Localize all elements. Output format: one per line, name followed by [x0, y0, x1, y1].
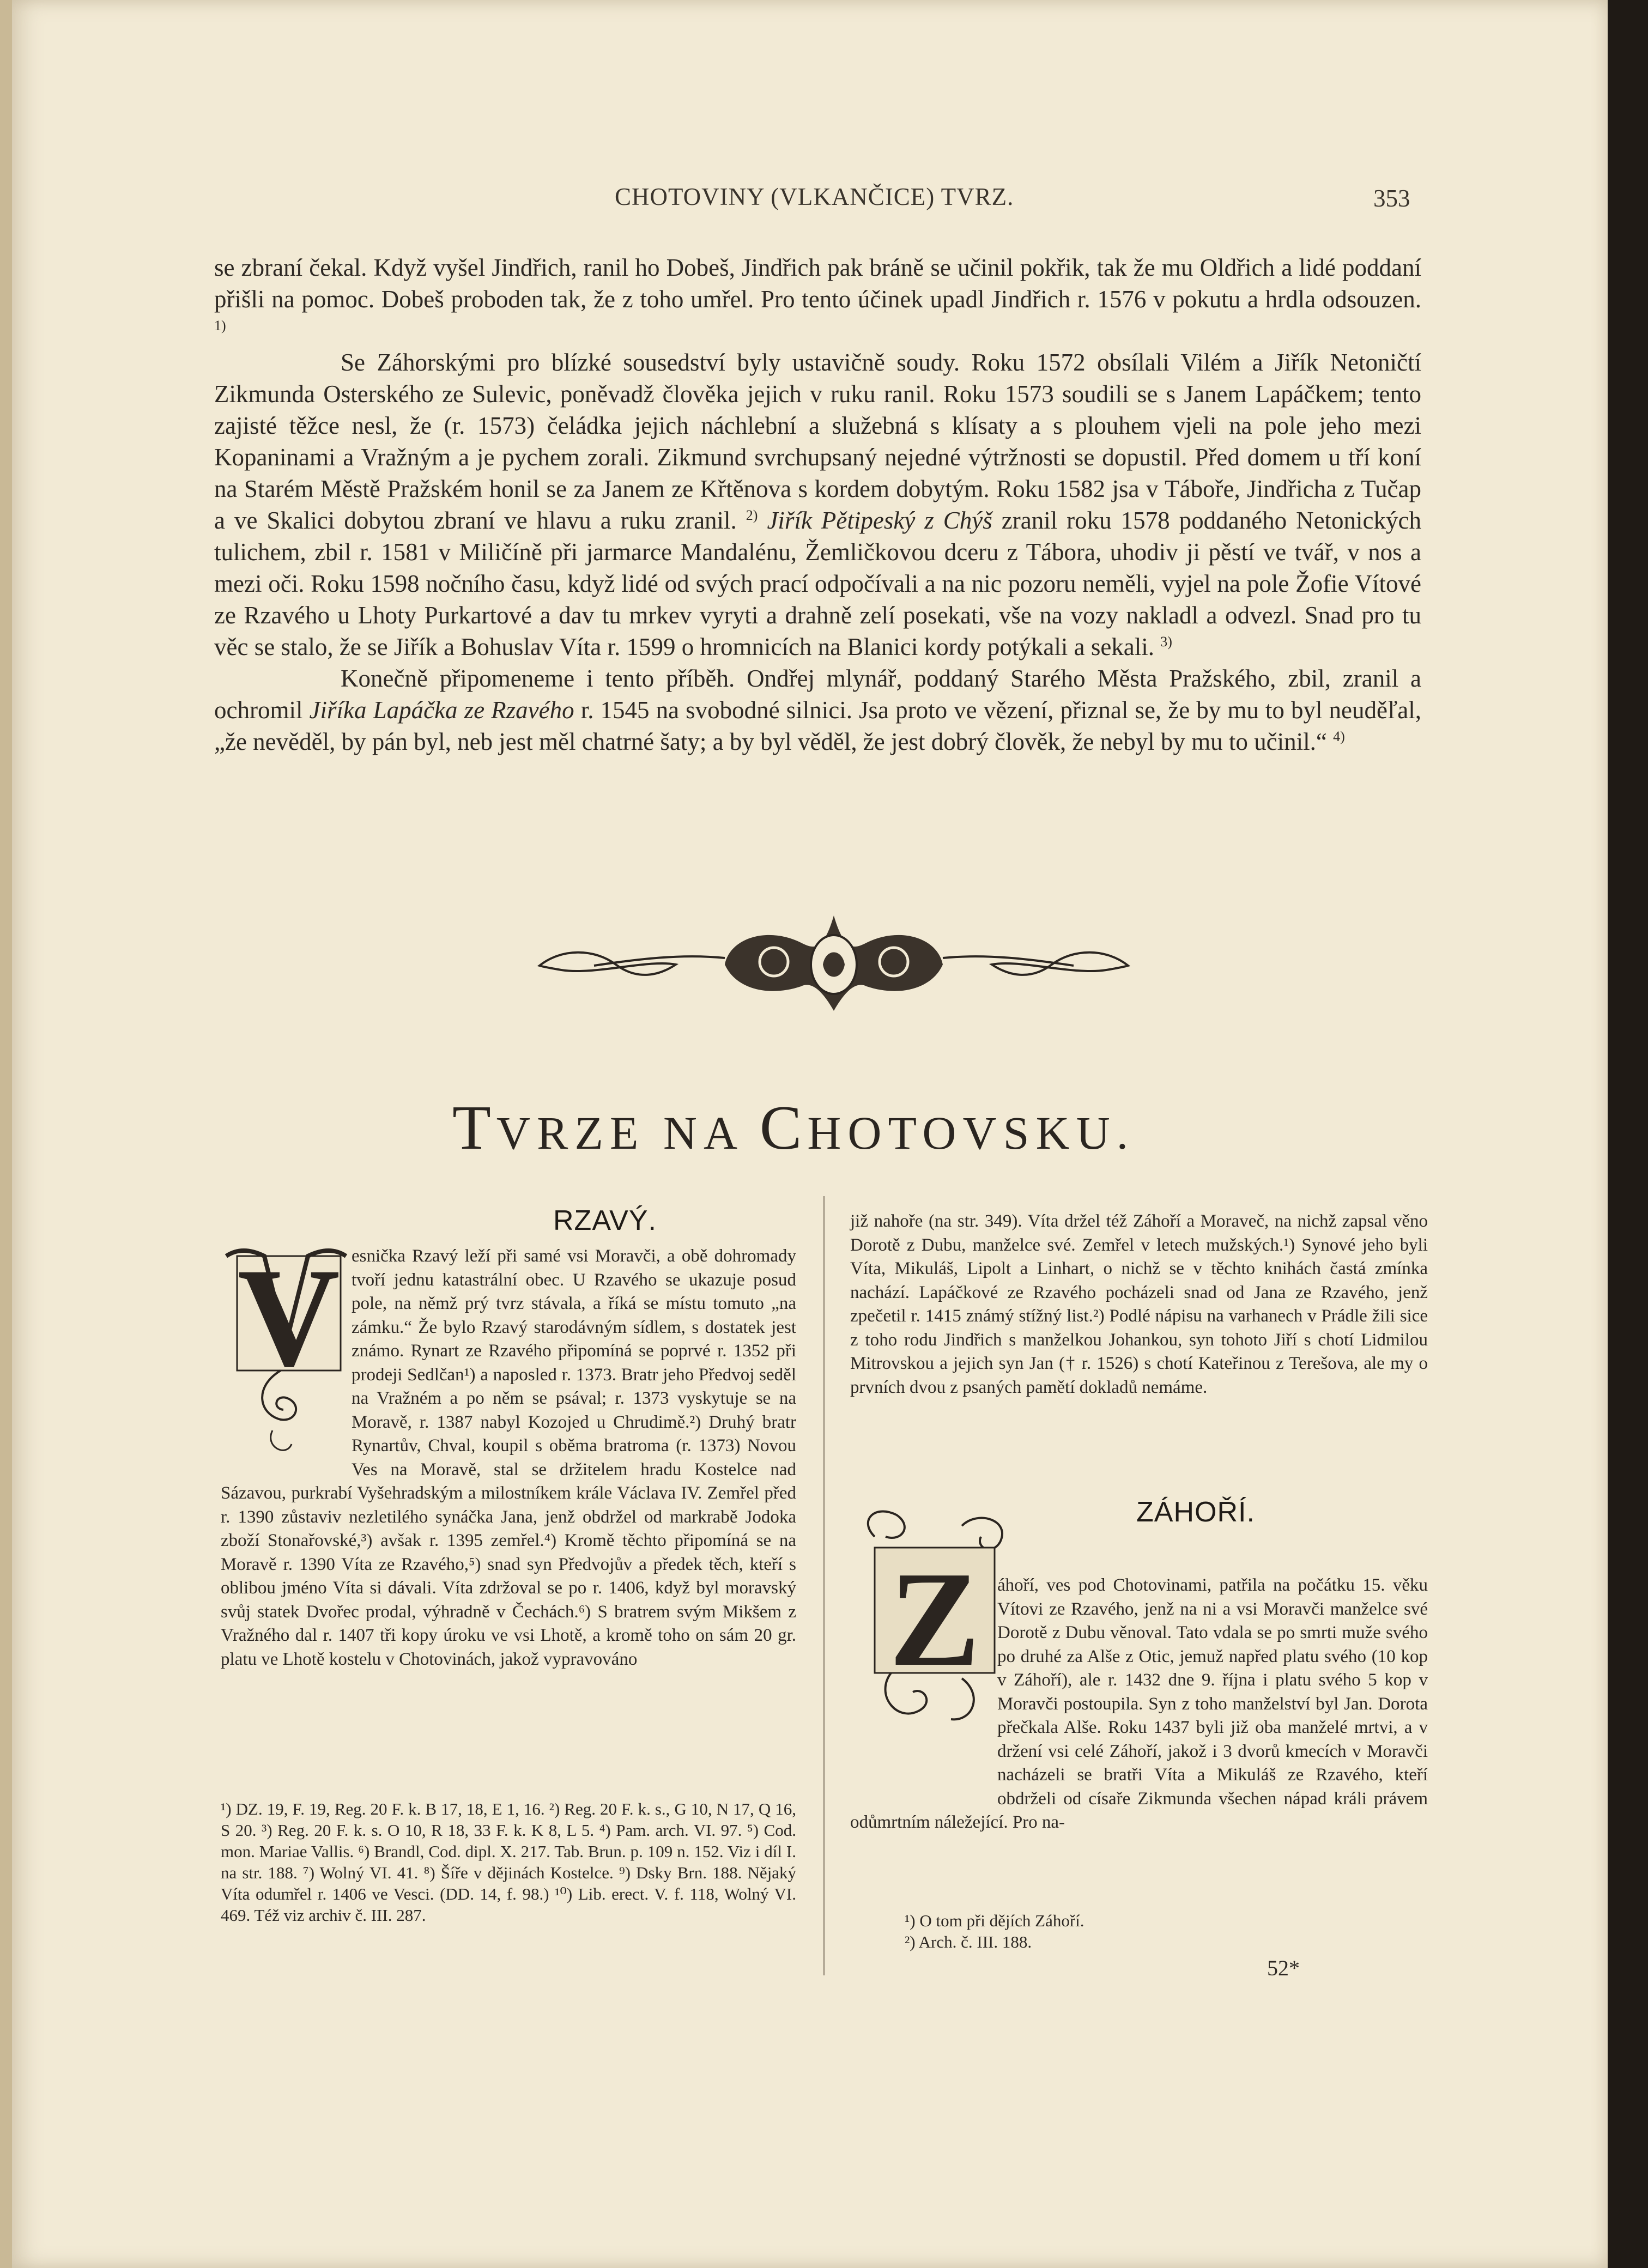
rzavy-column — [221, 1245, 796, 1671]
paragraph-2: Se Záhorskými pro blízké sousedství byly ustavičně soudy. Roku 1572 obsílali Vilém a Jiřík Netoničtí Zikmunda Osterského ze Sulevic, poněvadž člověka jejich v ruku ranil. Roku 1573 soudili se s Janem Lapáčkem; tento zajisté těžce nesl, že (r. 1573) čeládka jejich náchlební a služebná s klísaty a s plouhem vjeli na pole jeho mezi Kopaninami a Vražným a je pychem zorali. Zikmund svrchupsaný nejedné výtržnosti se dopustil. Před domem u tří koní na Starém Městě Pražském honil se za Janem ze Křtěnova s kordem dobytým. Roku 1582 jsa v Táboře, Jindřicha z Tučap a ve Skalici dobytou zbraní ve hlavu a ruku zranil. $^{2)}$ Jiřík Pětipeský z Chýš zranil roku 1578 poddaného Netonických tulichem, zbil r. 1581 v Miličíně při jarmarce Mandalénu, Žemličkovou dceru z Tábora, uhodiv ji pěstí ve tvář, v nos a mezi oči. Roku 1598 nočního času, když lidé od svých prací odpočívali a na nic pozoru neměli, vyjel na pole Žofie Vítové ze Rzavého u Lhoty Purkartové a dav tu mrkev vyryti a drahně zelí posekati, vše na vozy nakladl a odvezl. Snad pro tu věc se stalo, že se Jiřík a Bohuslav Víta r. 1599 o hromnicích na Blanici kordy potýkali a sekali. $^{3)}$ — [214, 349, 1421, 660]
zahori-footnotes: ¹) O tom při dějích Záhoří. ²) Arch. č. III. 188. — [905, 1911, 1084, 1951]
rzavy-footnotes: ¹) DZ. 19, F. 19, Reg. 20 F. k. B 17, 18, E 1, 16. ²) Reg. 20 F. k. s., G 10, N 17, Q 16, S 20. ³) Reg. 20 F. k. s. O 10, R 18, 33 F. k. K 8, L 5. ⁴) Pam. arch. VI. 97. ⁵) Cod. mon. Mariae Vallis. ⁶) Brandl, Cod. dipl. X. 217. Tab. Brun. p. 109 n. 152. Viz i díl I. na str. 188. ⁷) Wolný VI. 41. ⁸) Šíře v dějinách Kostelce. ⁹) Dsky Brn. 188. Nějaký Víta odumřel r. 1406 ve Vesci. (DD. 14, f. 98.) ¹⁰) Lib. erect. V. f. 118, Wolný VI. 469. Též viz archiv č. III. 287. — [221, 1799, 796, 1925]
rzavy-text: esnička Rzavý leží při samé vsi Moravči, a obě dohromady tvoří jednu katastrální obec. U Rzavého se ukazuje posud pole, na němž prý tvrz stávala, a říká se místu tomuto „na zámku.“ Že bylo Rzavý starodávným sídlem, s dostatek jest známo. Rynart ze Rzavého připomíná se poprvé r. 1352 při prodeji Sedlčan¹) a naposled r. 1373. Bratr jeho Předvoj seděl na Vražném a po něm se psával; r. 1373 vyskytuje se na Moravě, r. 1387 nabyl Kozojed u Chrudimě.²) Druhý bratr Rynartův, Chval, koupil s oběma bratroma (r. 1373) Novou Ves na Moravě, stal se držitelem hradu Kostelce nad Sázavou, purkrabí Vyšehradským a milostníkem krále Václava IV. Zemřel před r. 1390 zůstaviv nezletilého synáčka Jana, jenž obdržel od markrabě Jodoka zboží Stonařovské,³) avšak r. 1395 zemřel.⁴) Kromě těchto připomíná se na Moravě r. 1390 Víta ze Rzavého,⁵) snad syn Předvojův a předek těch, kteří s oblibou jméno Víta si dávali. Víta zdržoval se po r. 1406, když byl moravský svůj statek Dvořec prodal, výhradně v Čechách.⁶) S bratrem svým Mikšem z Vražného dal r. 1407 tři kopy úroku ve vsi Lhotě, a kromě toho on sám 20 gr. platu ve Lhotě kostelu v Chotovinách, jakož vypravováno — [221, 1246, 796, 1669]
zahori-text: áhoří, ves pod Chotovinami, patřila na počátku 15. věku Vítovi ze Rzavého, jenž na ni a vsi Moravči manželce své Dorotě z Dubu věnoval. Tato vdala se po smrti muže svého po druhé za Alše z Otic, jemuž napřed platu svého (10 kop v Záhoří), ale r. 1432 dne 9. října i platu svého 5 kop v Moravči postoupila. Syn z toho manželství byl Jan. Dorota přečkala Alše. Roku 1437 byli již oba manželé mrtvi, a v držení vsi celé Záhoří, jakož i 3 dvorů kmecích v Moravči nacházeli se bratři Víta a Mikuláš ze Rzavého, kteří obdrželi od císaře Zikmunda všechen nápad králi právem odůmrtním náležející. Pro na- — [850, 1575, 1428, 1832]
right-column-text: již nahoře (na str. 349). Víta držel též Záhoří a Moraveč, na nichž zapsal věno Dorotě z Dubu, manželce své. Zemřel v letech mužských.¹) Synové jeho byli Víta, Mikuláš, Lipolt a Linhart, o nichž se v těchto knihách častá zmínka nachází. Lapáčkové ze Rzavého pocházeli snad od Jana ze Rzavého, jenž zpečetil r. 1415 známý stížný list.²) Podlé nápisu na varhanech v Prádle žili sice z toho rodu Jindřich s manželkou Johankou, syn tohoto Jiří s chotí Lidmilou Mitrovskou a jejich syn Jan († r. 1526) s chotí Kateřinou z Terešova, ale my o prvních dvou z psaných pamětí dokladů nemáme. — [850, 1211, 1428, 1397]
page-number: 353 — [1373, 185, 1410, 212]
rzavy-heading: RZAVÝ. — [553, 1205, 657, 1236]
column-divider — [823, 1196, 825, 1975]
top-text — [214, 252, 1421, 757]
svg-text:V: V — [238, 1239, 340, 1396]
section-heading: TVRZE NA CHOTOVSKU. — [452, 1093, 1135, 1163]
zahori-heading: ZÁHOŘÍ. — [1136, 1496, 1255, 1528]
printer-signature: 52* — [1267, 1956, 1300, 1980]
running-title: CHOTOVINY (VLKANČICE) TVRZ. — [615, 183, 1014, 210]
page-right-edge — [1608, 0, 1648, 2268]
svg-text:Z: Z — [889, 1544, 980, 1695]
paragraph-3: Konečně připomeneme i tento příběh. Ondřej mlynář, poddaný Starého Města Pražského, zbil, zranil a ochromil Jiříka Lapáčka ze Rzavého r. 1545 na svobodné silnici. Jsa proto ve vězení, přiznal se, že by mu to byl neuděľal, „že nevěděl, by pán byl, neb jest měl chatrné šaty; a by byl věděl, že jest dobrý člověk, že nebyl by mu to učinil.“ $^{4)}$ — [214, 665, 1422, 755]
paragraph-1: se zbraní čekal. Když vyšel Jindřich, ranil ho Dobeš, Jindřich pak bráně se učinil pokřik, tak že mu Oldřich a lidé poddaní přišli na pomoc. Dobeš proboden tak, že z toho umřel. Pro tento účinek upadl Jindřich r. 1576 v pokutu a hrdla odsouzen. $^{1)}$ — [214, 254, 1421, 333]
page-left-edge — [0, 0, 12, 2268]
zahori-column — [850, 1574, 1428, 1835]
ornament-vignette — [529, 894, 1139, 1024]
